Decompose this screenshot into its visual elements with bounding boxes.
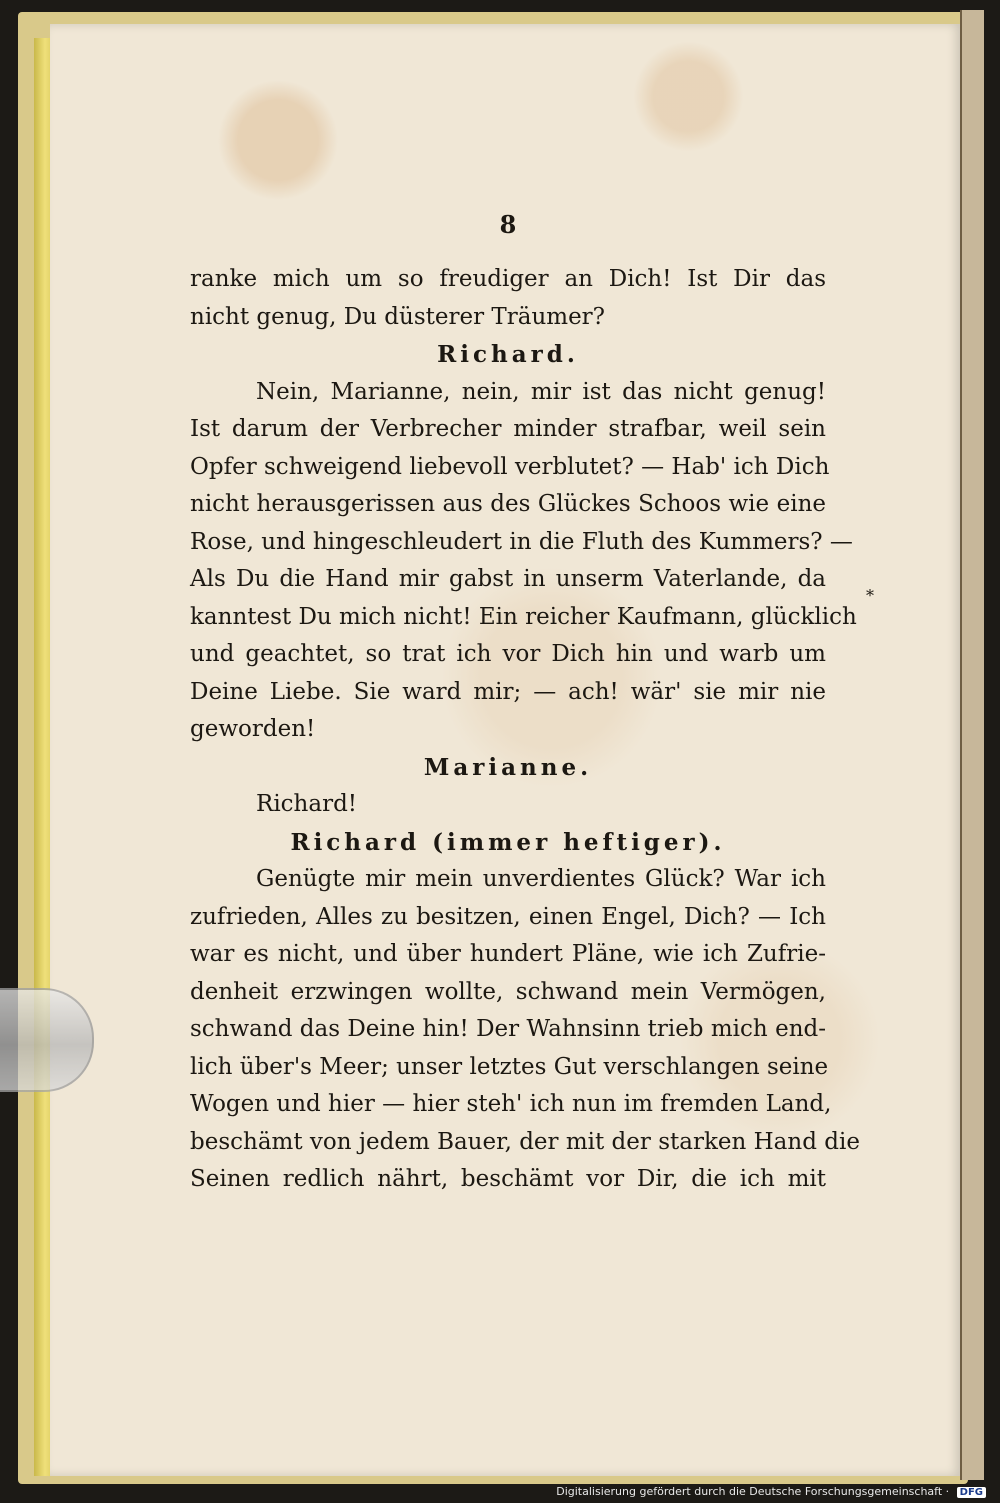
speaker-name: Richard (immer heftiger). [290,828,726,856]
facing-page-edge [960,10,984,1480]
page-clip [0,988,94,1092]
digitization-credit [556,1485,986,1498]
text-line: Richard! [256,791,358,817]
text-line: war es nicht, und über hundert Pläne, wie ich Zufrie- [190,941,826,967]
text-line: Nein, Marianne, nein, mir ist das nicht genug! [256,378,826,405]
text-line: Als Du die Hand mir gabst in unserm Vaterlande, da [190,566,826,592]
text-line: schwand das Deine hin! Der Wahnsinn trieb mich end- [190,1016,826,1042]
text-line: lich über's Meer; unser letztes Gut verschlangen seine [190,1053,829,1080]
text-line: ranke mich um so freudiger an Dich! Ist Dir das [190,266,826,292]
text-line: kanntest Du mich nicht! Ein reicher Kaufmann, glücklich [190,603,857,630]
text-line: Deine Liebe. Sie ward mir; — ach! wär' sie mir nie [190,678,826,705]
text-line: geworden! [190,716,316,742]
text-line: Seinen redlich nährt, beschämt vor Dir, die ich mit [190,1166,826,1192]
margin-mark: * [866,586,874,605]
text-line: Rose, und hingeschleudert in die Fluth des Kummers? — [190,528,853,555]
text-line: und geachtet, so trat ich vor Dich hin und warb um [190,641,826,667]
text-line: nicht herausgerissen aus des Glückes Schoos wie eine [190,491,826,517]
speaker-name: Marianne. [423,753,593,781]
text-line: Ist darum der Verbrecher minder strafbar, weil sein [190,416,826,442]
text-line: Wogen und hier — hier steh' ich nun im fremden Land, [190,1091,832,1117]
credit-text: Digitalisierung gefördert durch die Deutsche Forschungsgemeinschaft · [556,1485,950,1498]
text-line: Opfer schweigend liebevoll verblutet? — Hab' ich Dich [190,453,830,480]
text-line: denheit erzwingen wollte, schwand mein Vermögen, [190,978,826,1005]
text-line: nicht genug, Du düsterer Träumer? [190,303,605,330]
text-lines [190,261,860,1199]
text-line: zufrieden, Alles zu besitzen, einen Engel, Dich? — Ich [190,903,826,930]
page-text-block [190,210,860,1199]
speaker-name: Richard. [437,341,579,368]
text-line: Genügte mir mein unverdientes Glück? War ich [256,866,826,892]
text-line: beschämt von jedem Bauer, der mit der starken Hand die [190,1128,860,1155]
dfg-logo: DFG [957,1487,986,1498]
page-number: 8 [499,210,517,239]
